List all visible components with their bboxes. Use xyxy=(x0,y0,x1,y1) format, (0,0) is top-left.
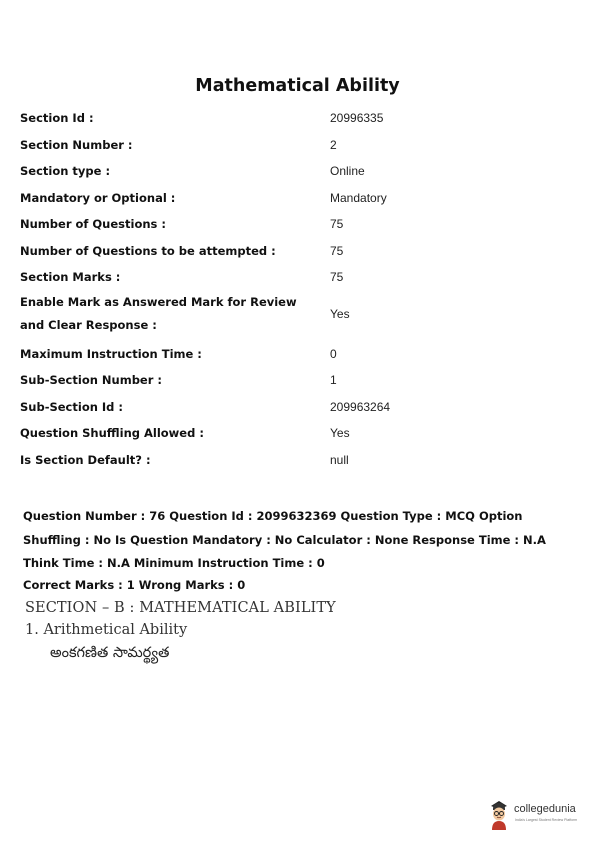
info-row-section-id xyxy=(20,105,580,132)
telugu-subheading: అంకగణిత సామర్థ్యత xyxy=(50,645,170,661)
info-value: null xyxy=(330,452,349,467)
info-value: 209963264 xyxy=(330,399,391,414)
logo-tagline: India's Largest Student Review Platform xyxy=(515,818,578,822)
info-label: Sub-Section Id : xyxy=(20,399,124,414)
info-row-subsection-number xyxy=(20,367,580,394)
question-meta: Question Number : 76 Question Id : 2099632369 Question Type : MCQ Option Shuffling : No Is Question Mandatory : No Calculator : None Response Time : N.A Think Time : N.A Minimum Instruction Time : 0 xyxy=(23,509,546,570)
info-value: 75 xyxy=(330,217,344,231)
info-label: Is Section Default? : xyxy=(20,452,151,467)
info-label: Section Id : xyxy=(20,111,94,125)
info-value: Yes xyxy=(330,306,350,321)
info-value: 1 xyxy=(330,373,337,387)
info-row-max-instruction-time xyxy=(20,341,580,368)
info-label: Sub-Section Number : xyxy=(20,373,163,387)
logo-brand: collegedunia xyxy=(514,803,576,815)
info-value: 75 xyxy=(330,270,344,284)
info-label: Number of Questions : xyxy=(20,217,166,231)
info-row-mandatory xyxy=(20,185,580,212)
question-marks: Correct Marks : 1 Wrong Marks : 0 xyxy=(23,578,246,592)
collegedunia-logo xyxy=(488,797,588,833)
info-label: Mandatory or Optional : xyxy=(20,190,176,205)
info-label: Section Marks : xyxy=(20,270,121,284)
info-label: Question Shuffling Allowed : xyxy=(20,426,204,440)
info-row-num-attempted xyxy=(20,238,580,265)
info-label: Section Number : xyxy=(20,137,133,152)
info-row-section-type xyxy=(20,158,580,185)
info-row-section-default xyxy=(20,447,580,474)
info-row-section-marks xyxy=(20,264,580,291)
page-title: Mathematical Ability xyxy=(195,76,400,96)
info-label: Enable Mark as Answered Mark for Review and Clear Response : xyxy=(20,294,297,332)
info-label: Section type : xyxy=(20,164,111,178)
info-label: Maximum Instruction Time : xyxy=(20,346,202,361)
info-row-num-questions xyxy=(20,211,580,238)
info-value: Mandatory xyxy=(330,190,387,205)
sub-heading: 1. Arithmetical Ability xyxy=(25,622,188,638)
info-value: 75 xyxy=(330,243,344,258)
info-label: Number of Questions to be attempted : xyxy=(20,243,276,258)
student-face-icon xyxy=(488,797,510,831)
info-row-subsection-id xyxy=(20,394,580,421)
section-info-table xyxy=(20,105,580,473)
info-value: 2 xyxy=(330,137,337,152)
info-value: Online xyxy=(330,164,365,178)
info-value: 0 xyxy=(330,346,337,361)
info-row-mark-for-review xyxy=(20,291,580,341)
info-row-shuffling xyxy=(20,420,580,447)
info-value: Yes xyxy=(330,426,350,440)
info-row-section-number xyxy=(20,132,580,159)
info-value: 20996335 xyxy=(330,111,384,125)
section-heading: SECTION – B : MATHEMATICAL ABILITY xyxy=(25,600,336,616)
